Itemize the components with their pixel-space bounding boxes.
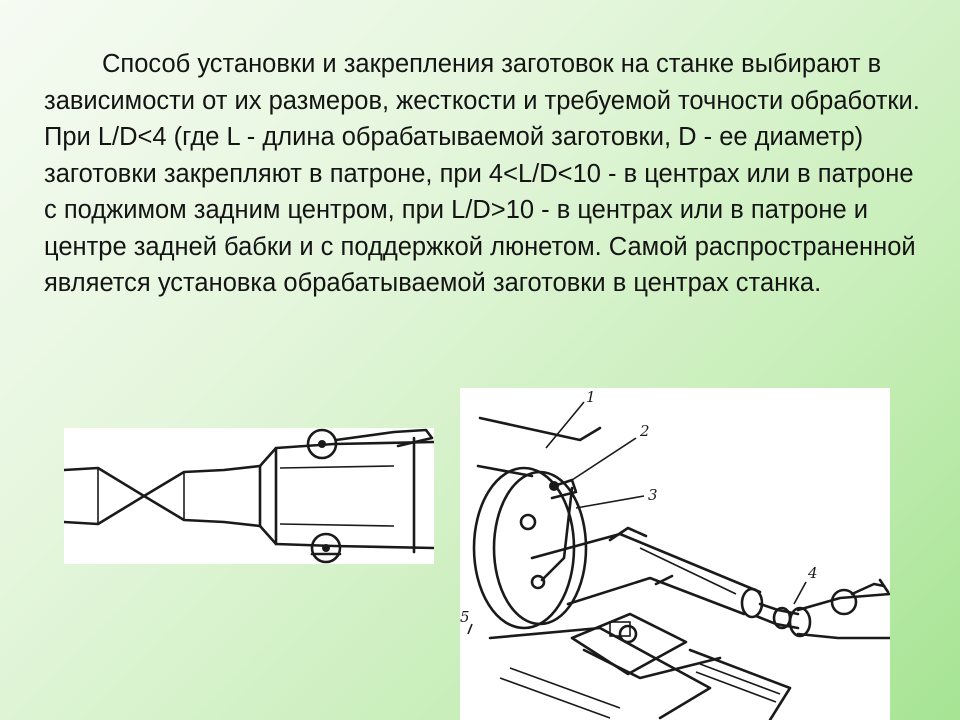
center-quill-drawing <box>64 428 434 564</box>
slide-paragraph: Способ установки и закрепления заготовок на станке выбирают в зависимости от их размеров, жесткости и требуемой точности обработки. При L/D<4 (где L - длина обрабатываемой заготовки, D - ее диаметр) заготовки закрепляют в патроне, при 4<L/D<10 - в центрах или в патроне с поджимом задним центром, при L/D>10 - в центрах или в патроне и центре задней бабки и с поддержкой люнетом. Самой распространенной является установка обрабатываемой заготовки в центрах станка. <box>44 50 920 297</box>
callout-5: 5 <box>460 608 470 626</box>
callout-1: 1 <box>586 388 596 406</box>
callout-3: 3 <box>648 486 658 504</box>
callout-2: 2 <box>640 422 650 440</box>
lathe-centers-drawing <box>460 388 890 720</box>
callout-4: 4 <box>808 564 818 582</box>
